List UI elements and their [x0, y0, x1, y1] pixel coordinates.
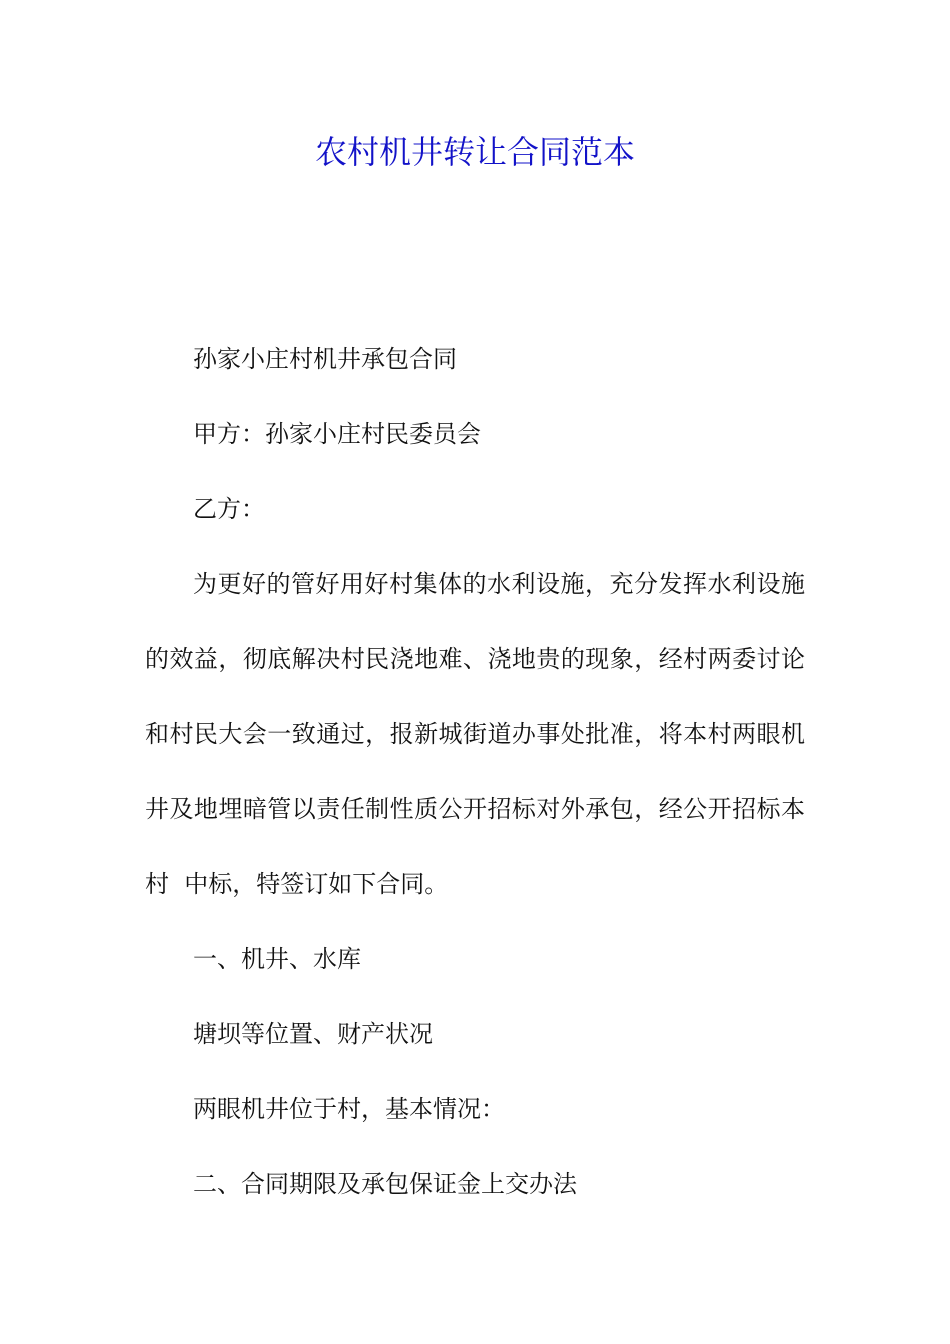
paragraph-line: 井及地埋暗管以责任制性质公开招标对外承包，经公开招标本: [145, 795, 805, 823]
document-title: 农村机井转让合同范本: [314, 133, 635, 171]
party-b-line: 乙方：: [193, 495, 265, 523]
section-text: 塘坝等位置、财产状况: [193, 1020, 433, 1048]
section-text: 两眼机井位于村，基本情况：: [193, 1095, 505, 1123]
party-a-line: 甲方：孙家小庄村民委员会: [193, 420, 481, 448]
paragraph-line: 村 中标，特签订如下合同。: [145, 870, 449, 898]
contract-heading: 孙家小庄村机井承包合同: [193, 345, 457, 373]
section-heading-1: 一、机井、水库: [193, 945, 361, 973]
section-heading-2: 二、合同期限及承包保证金上交办法: [193, 1170, 577, 1198]
paragraph-line: 为更好的管好用好村集体的水利设施，充分发挥水利设施: [193, 570, 805, 598]
paragraph-line: 和村民大会一致通过，报新城街道办事处批准，将本村两眼机: [145, 720, 805, 748]
paragraph-line: 的效益，彻底解决村民浇地难、浇地贵的现象，经村两委讨论: [145, 645, 805, 673]
